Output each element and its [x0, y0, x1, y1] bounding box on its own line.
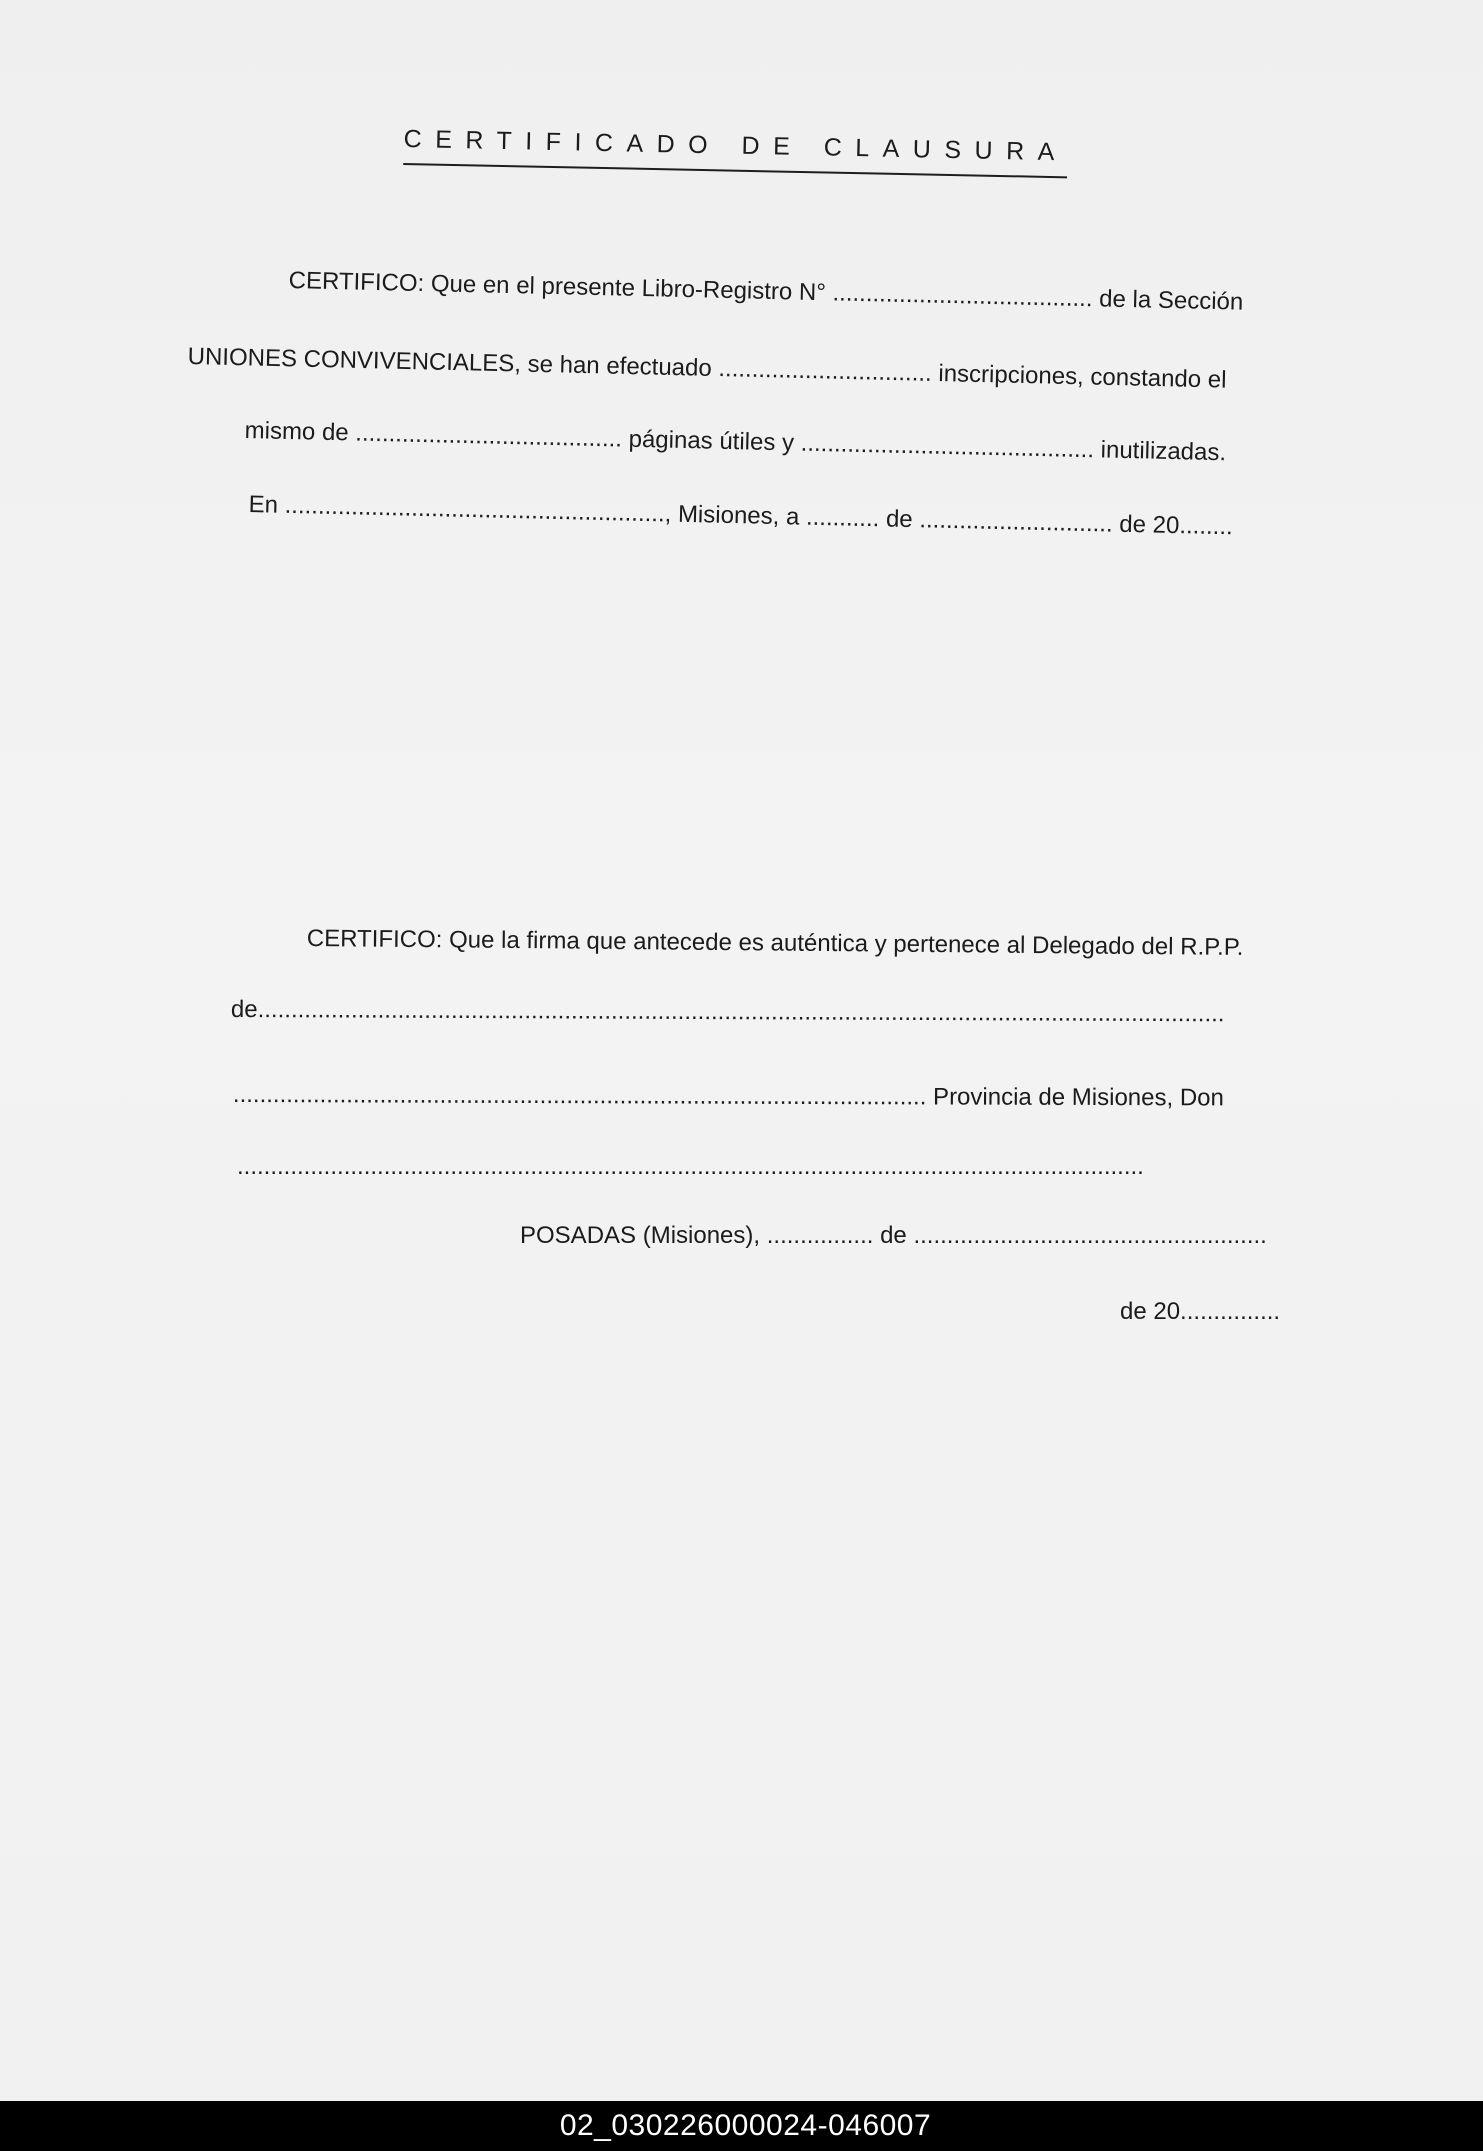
- closure-line-3: mismo de ........................................ páginas útiles y ............................................ inutilizadas.: [244, 416, 1227, 467]
- signature-line-3: ........................................................................................................ Provincia de Misiones, Don: [232, 1081, 1224, 1112]
- closure-line-2: UNIONES CONVIVENCIALES, se han efectuado ................................ inscripciones, constando el: [187, 342, 1227, 394]
- signature-line-4: ........................................................................................................................................: [237, 1153, 1144, 1180]
- signature-line-5: POSADAS (Misiones), ................ de .....................................................: [520, 1222, 1267, 1249]
- signature-line-1: CERTIFICO: Que la firma que antecede es auténtica y pertenece al Delegado del R.P.P.: [306, 924, 1244, 961]
- closure-line-1: CERTIFICO: Que en el presente Libro-Registro N° ....................................... de la Sección: [288, 266, 1244, 316]
- closure-line-4: En ........................................................., Misiones, a ........... de ............................. de 20........: [248, 490, 1234, 541]
- footer-bar: [0, 2101, 1483, 2151]
- signature-line-6: de 20...............: [1120, 1298, 1281, 1325]
- signature-line-2: de.................................................................................................................................................: [230, 996, 1225, 1028]
- footer-code: 02_030226000024-046007: [559, 2109, 932, 2142]
- document-title: CERTIFICADO DE CLAUSURA: [403, 124, 1068, 178]
